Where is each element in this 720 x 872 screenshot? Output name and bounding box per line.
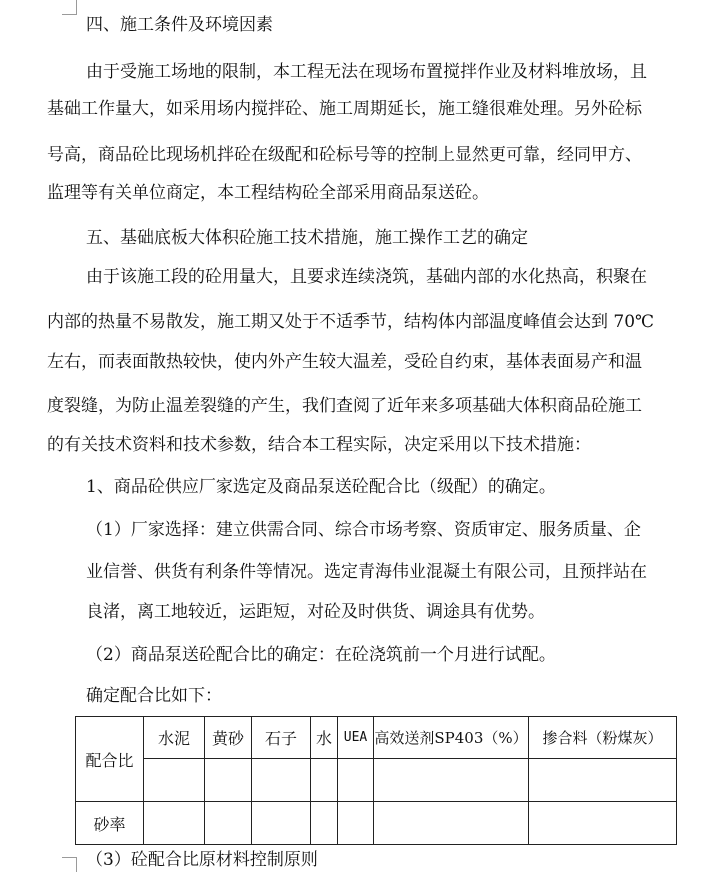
item-1: 1、商品砼供应厂家选定及商品泵送砼配合比（级配）的确定。 — [86, 477, 556, 497]
paragraph-2-line-3: 左右，而表面散热较快，使内外产生较大温差，受砼自约束，基体表面易产和温 — [47, 352, 642, 372]
sub-item-3: （3）砼配合比原材料控制原则 — [86, 850, 318, 870]
mix-ratio-table — [75, 716, 677, 845]
table-cell — [144, 759, 205, 802]
table-cell — [205, 759, 252, 802]
paragraph-2-line-4: 度裂缝，为防止温差裂缝的产生，我们查阅了近年来多项基础大体积商品砼施工 — [47, 396, 642, 416]
section-heading-4: 四、施工条件及环境因素 — [86, 15, 273, 35]
table-cell — [338, 802, 374, 845]
table-cell — [311, 802, 338, 845]
header-superplasticizer: 高效送剂SP403（%） — [374, 717, 529, 759]
table-row — [76, 802, 677, 845]
header-water: 水 — [311, 717, 338, 759]
header-yellow-sand: 黄砂 — [205, 717, 252, 759]
table-header-row — [76, 717, 677, 759]
header-gravel: 石子 — [252, 717, 311, 759]
paragraph-2-line-2: 内部的热量不易散发，施工期又处于不适季节，结构体内部温度峰值会达到 70℃ — [47, 312, 655, 332]
paragraph-1-line-3: 号高，商品砼比现场机拌砼在级配和砼标号等的控制上显然更可靠，经同甲方、 — [47, 145, 642, 165]
paragraph-1-line-4: 监理等有关单位商定，本工程结构砼全部采用商品泵送砼。 — [47, 183, 489, 203]
table-cell — [374, 759, 529, 802]
sub-item-1-line-1: （1）厂家选择：建立供需合同、综合市场考察、资质审定、服务质量、企 — [86, 520, 641, 540]
table-cell — [374, 802, 529, 845]
table-cell — [205, 802, 252, 845]
header-uea: UEA — [338, 717, 374, 759]
paragraph-1-line-1: 由于受施工场地的限制，本工程无法在现场布置搅拌作业及材料堆放场，且 — [86, 62, 647, 82]
sub-item-2: （2）商品泵送砼配合比的确定：在砼浇筑前一个月进行试配。 — [86, 645, 556, 665]
table-cell — [529, 802, 677, 845]
header-admixture: 掺合料（粉煤灰） — [529, 717, 677, 759]
sub-item-1-line-3: 良渚，离工地较近，运距短，对砼及时供货、调途具有优势。 — [86, 602, 545, 622]
table-cell — [144, 802, 205, 845]
paragraph-1-line-2: 基础工作量大，如采用场内搅拌砼、施工周期延长，施工缝很难处理。另外砼标 — [47, 99, 642, 119]
page-corner-mark-top — [62, 0, 77, 15]
paragraph-2-line-5: 的有关技术资料和技术参数，结合本工程实际，决定采用以下技术措施： — [47, 435, 591, 455]
section-heading-5: 五、基础底板大体积砼施工技术措施，施工操作工艺的确定 — [86, 228, 528, 248]
row-label-mix-ratio: 配合比 — [76, 717, 144, 802]
page-corner-mark-bottom — [62, 857, 77, 872]
header-cement: 水泥 — [144, 717, 205, 759]
sub-item-1-line-2: 业信誉、供货有利条件等情况。选定青海伟业混凝土有限公司，且预拌站在 — [86, 562, 647, 582]
table-row — [76, 759, 677, 802]
table-cell — [311, 759, 338, 802]
paragraph-2-line-1: 由于该施工段的砼用量大，且要求连续浇筑，基础内部的水化热高，积聚在 — [86, 267, 647, 287]
row-label-sand-ratio: 砂率 — [76, 802, 144, 845]
table-cell — [252, 802, 311, 845]
table-cell — [252, 759, 311, 802]
table-cell — [529, 759, 677, 802]
table-cell — [338, 759, 374, 802]
mix-intro: 确定配合比如下： — [86, 686, 222, 706]
